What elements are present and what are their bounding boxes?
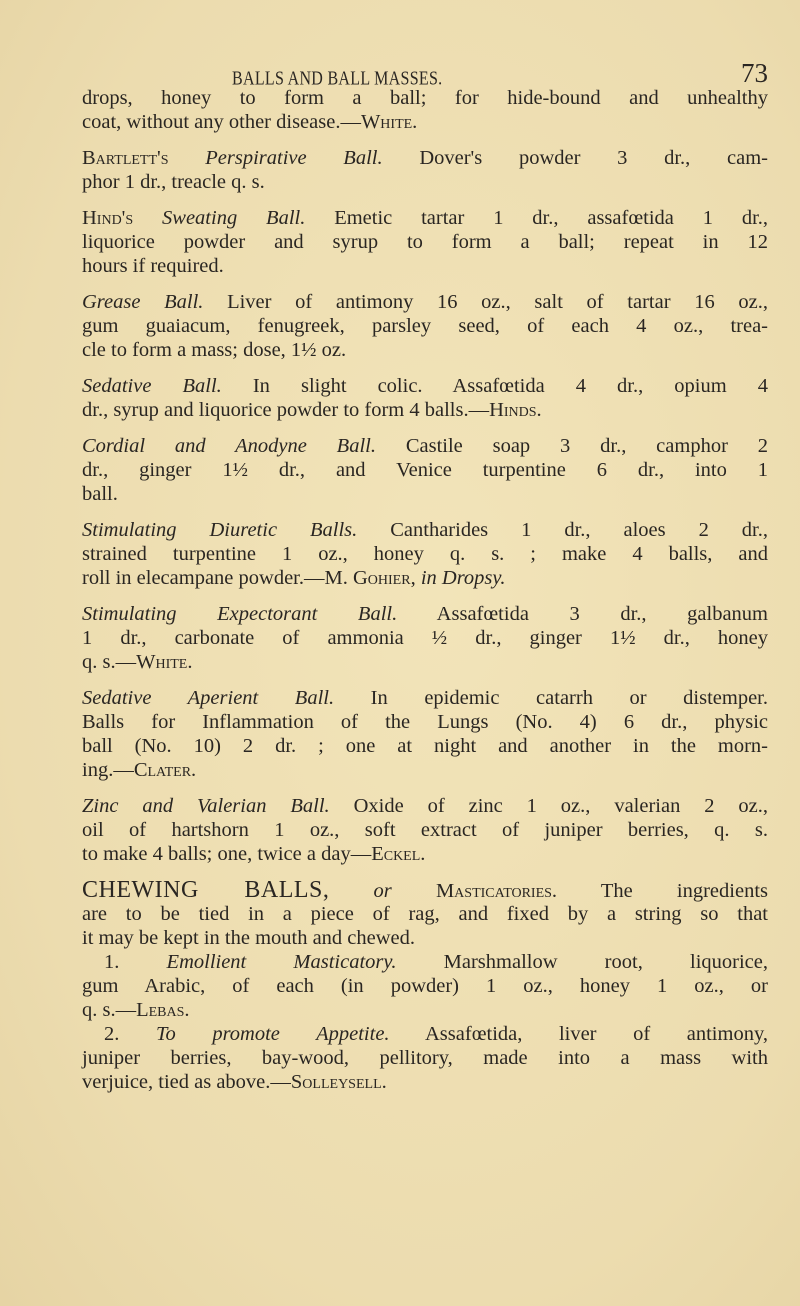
small-caps-text: Lebas. bbox=[136, 999, 190, 1021]
text: gum guaiacum, fenugreek, parsley seed, of each 4 oz., trea- bbox=[82, 315, 768, 337]
section-heading: CHEWING BALLS, bbox=[82, 877, 330, 903]
small-caps-text: White. bbox=[136, 651, 193, 673]
paragraph bbox=[82, 950, 768, 1022]
text-line bbox=[82, 734, 768, 758]
text: q. s.— bbox=[82, 651, 137, 673]
text-line bbox=[82, 566, 768, 590]
text: Liver of antimony 16 oz., salt of tartar 16 oz., bbox=[203, 291, 768, 313]
small-caps-text: Hinds. bbox=[489, 399, 542, 421]
text: drops, honey to form a ball; for hide-bound and unhealthy bbox=[82, 87, 768, 109]
italic-text: Stimulating Diuretic Balls. bbox=[82, 519, 358, 541]
text-line bbox=[82, 518, 768, 542]
text: Balls for Inflammation of the Lungs (No. 4) 6 dr., physic bbox=[82, 711, 768, 733]
paragraph bbox=[82, 434, 768, 506]
paragraph bbox=[82, 794, 768, 866]
italic-text: Stimulating Expectorant Ball. bbox=[82, 603, 398, 625]
paragraph bbox=[82, 602, 768, 674]
text: 2. bbox=[104, 1023, 156, 1045]
italic-text: Zinc and Valerian Ball. bbox=[82, 795, 330, 817]
text: 1 dr., carbonate of ammonia ½ dr., ginger 1½ dr., honey bbox=[82, 627, 768, 649]
paragraph bbox=[82, 878, 768, 950]
text: roll in elecampane powder.—M. bbox=[82, 567, 353, 589]
paragraph bbox=[82, 146, 768, 194]
page-body bbox=[82, 86, 768, 1106]
text-line bbox=[82, 1022, 768, 1046]
text-line bbox=[82, 398, 768, 422]
text: it may be kept in the mouth and chewed. bbox=[82, 927, 416, 949]
text-line bbox=[82, 374, 768, 398]
italic-text: To promote Appetite. bbox=[155, 1023, 390, 1045]
small-caps-text: Gohier bbox=[352, 567, 411, 589]
text: juniper berries, bay-wood, pellitory, made into a mass with bbox=[82, 1047, 768, 1069]
italic-text: Perspirative Ball. bbox=[205, 147, 383, 169]
paragraph bbox=[82, 374, 768, 422]
text-line bbox=[82, 998, 768, 1022]
page-number: 73 bbox=[741, 58, 768, 88]
text-line bbox=[82, 710, 768, 734]
text: In epidemic catarrh or distemper. bbox=[334, 687, 769, 709]
italic-text: Grease Ball. bbox=[82, 291, 204, 313]
text: ing.— bbox=[82, 759, 134, 781]
text-line bbox=[82, 650, 768, 674]
text-line bbox=[82, 878, 768, 902]
text: coat, without any other disease.— bbox=[82, 111, 361, 133]
text: cle to form a mass; dose, 1½ oz. bbox=[82, 339, 347, 361]
text: q. s.— bbox=[82, 999, 137, 1021]
text-line bbox=[82, 482, 768, 506]
text-line bbox=[82, 206, 768, 230]
small-caps-text: Bartlett's bbox=[82, 147, 206, 169]
text: Marshmallow root, liquorice, bbox=[396, 951, 768, 973]
text-line bbox=[82, 602, 768, 626]
text-line bbox=[82, 86, 768, 110]
italic-text: Sedative Ball. bbox=[82, 375, 222, 397]
paragraph bbox=[82, 86, 768, 134]
text: hours if required. bbox=[82, 255, 224, 277]
text-line bbox=[82, 110, 768, 134]
text: , bbox=[410, 567, 421, 589]
text: Castile soap 3 dr., camphor 2 bbox=[375, 435, 768, 457]
paragraph bbox=[82, 290, 768, 362]
italic-text: Sedative Aperient Ball. bbox=[82, 687, 335, 709]
running-title: BALLS AND BALL MASSES. bbox=[232, 68, 443, 90]
text: ball. bbox=[82, 483, 118, 505]
text-line bbox=[82, 230, 768, 254]
italic-text: or bbox=[329, 880, 436, 902]
text: dr., syrup and liquorice powder to form 4 balls.— bbox=[82, 399, 490, 421]
text-line bbox=[82, 1070, 768, 1094]
text-line bbox=[82, 290, 768, 314]
italic-text: in Dropsy. bbox=[420, 567, 506, 589]
text-line bbox=[82, 926, 768, 950]
text: Cantharides 1 dr., aloes 2 dr., bbox=[357, 519, 768, 541]
text-line bbox=[82, 842, 768, 866]
text: verjuice, tied as above.— bbox=[82, 1071, 291, 1093]
text-line bbox=[82, 434, 768, 458]
small-caps-text: White. bbox=[360, 111, 418, 133]
paragraph bbox=[82, 1022, 768, 1094]
small-caps-text: Clater. bbox=[133, 759, 197, 781]
text-line bbox=[82, 542, 768, 566]
text: Dover's powder 3 dr., cam- bbox=[382, 147, 768, 169]
text-line bbox=[82, 338, 768, 362]
text: strained turpentine 1 oz., honey q. s. ; make 4 balls, and bbox=[82, 543, 768, 565]
small-caps-text: Eckel. bbox=[371, 843, 426, 865]
text-line bbox=[82, 950, 768, 974]
text-line bbox=[82, 758, 768, 782]
text-line bbox=[82, 818, 768, 842]
italic-text: Cordial and Anodyne Ball. bbox=[82, 435, 376, 457]
text: Assafœtida 3 dr., galbanum bbox=[397, 603, 768, 625]
text: liquorice powder and syrup to form a ball; repeat in 12 bbox=[82, 231, 768, 253]
text: gum Arabic, of each (in powder) 1 oz., honey 1 oz., or bbox=[82, 975, 768, 997]
small-caps-text: Masticatories. bbox=[435, 880, 558, 902]
text-line bbox=[82, 314, 768, 338]
text-line bbox=[82, 794, 768, 818]
paragraph bbox=[82, 206, 768, 278]
text: 1. bbox=[104, 951, 167, 973]
text-line bbox=[82, 686, 768, 710]
text-line bbox=[82, 902, 768, 926]
text: are to be tied in a piece of rag, and fixed by a string so that bbox=[82, 903, 768, 925]
paragraph bbox=[82, 518, 768, 590]
text: phor 1 dr., treacle q. s. bbox=[82, 171, 265, 193]
text: ball (No. 10) 2 dr. ; one at night and another in the morn- bbox=[82, 735, 768, 757]
text-line bbox=[82, 170, 768, 194]
text-line bbox=[82, 458, 768, 482]
text-line bbox=[82, 626, 768, 650]
small-caps-text: Solleysell. bbox=[290, 1071, 387, 1093]
text: oil of hartshorn 1 oz., soft extract of juniper berries, q. s. bbox=[82, 819, 768, 841]
text-line bbox=[82, 254, 768, 278]
small-caps-text: Hind's bbox=[82, 207, 163, 229]
text: In slight colic. Assafœtida 4 dr., opium 4 bbox=[221, 375, 768, 397]
text: to make 4 balls; one, twice a day— bbox=[82, 843, 372, 865]
text: The ingredients bbox=[557, 880, 768, 902]
italic-text: Emollient Masticatory. bbox=[166, 951, 397, 973]
text: Oxide of zinc 1 oz., valerian 2 oz., bbox=[329, 795, 769, 817]
text-line bbox=[82, 146, 768, 170]
text-line bbox=[82, 974, 768, 998]
text-line bbox=[82, 1046, 768, 1070]
text: Assafœtida, liver of antimony, bbox=[389, 1023, 768, 1045]
paragraph bbox=[82, 686, 768, 782]
text: dr., ginger 1½ dr., and Venice turpentine 6 dr., into 1 bbox=[82, 459, 768, 481]
text: Emetic tartar 1 dr., assafœtida 1 dr., bbox=[305, 207, 769, 229]
italic-text: Sweating Ball. bbox=[162, 207, 306, 229]
